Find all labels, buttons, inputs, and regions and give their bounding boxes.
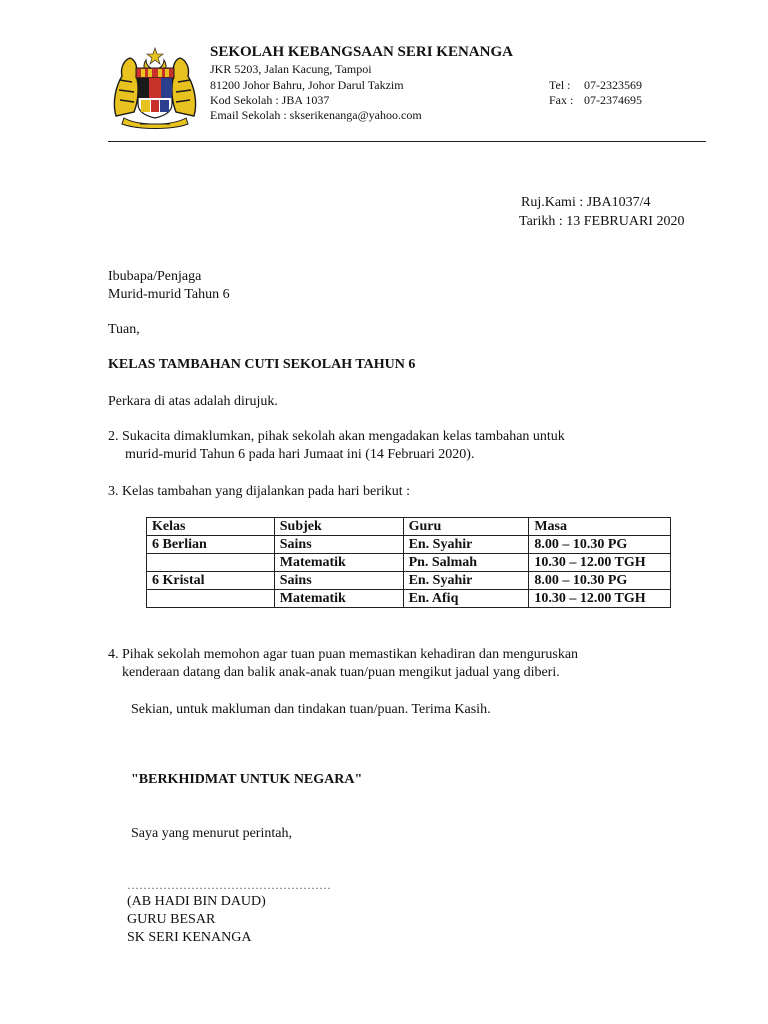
paragraph-4-line-1: 4. Pihak sekolah memohon agar tuan puan memastikan kehadiran dan menguruskan: [108, 647, 579, 662]
crest-right-tiger: [172, 58, 196, 116]
address-line-1: JKR 5203, Jalan Kacung, Tampoi: [210, 62, 372, 76]
schedule-table: [146, 517, 671, 608]
paragraph-4-line-2: kenderaan datang dan balik anak-anak tuan/puan mengikut jadual yang diberi.: [122, 665, 560, 680]
letterhead-divider: [108, 141, 706, 142]
school-email: Email Sekolah : skserikenanga@yahoo.com: [210, 108, 422, 122]
crest-star: [147, 48, 163, 64]
salutation: Tuan,: [108, 322, 140, 337]
table-cell: [147, 590, 275, 608]
table-row: [147, 554, 671, 572]
signoff-line: Saya yang menurut perintah,: [131, 826, 292, 841]
reference-number: Ruj.Kami : JBA1037/4: [521, 195, 651, 210]
table-row: [147, 572, 671, 590]
crest-ribbon: [122, 118, 188, 129]
signatory-title: GURU BESAR: [127, 912, 216, 927]
table-cell: 8.00 – 10.30 PG: [529, 572, 671, 590]
table-header-cell: Kelas: [147, 518, 275, 536]
table-header-cell: Guru: [403, 518, 529, 536]
table-cell: Sains: [274, 572, 403, 590]
table-cell: 6 Kristal: [147, 572, 275, 590]
paragraph-2-line-2: murid-murid Tahun 6 pada hari Jumaat ini (14 Februari 2020).: [125, 447, 475, 462]
fax-value: 07-2374695: [584, 93, 642, 107]
school-crest-logo: [110, 46, 200, 130]
signatory-name: (AB HADI BIN DAUD): [127, 894, 266, 909]
table-cell: Matematik: [274, 554, 403, 572]
table-cell: Matematik: [274, 590, 403, 608]
recipient-line-2: Murid-murid Tahun 6: [108, 287, 230, 302]
school-code: Kod Sekolah : JBA 1037: [210, 93, 330, 107]
signatory-school: SK SERI KENANGA: [127, 930, 252, 945]
table-cell: En. Afiq: [403, 590, 529, 608]
table-cell: 10.30 – 12.00 TGH: [529, 590, 671, 608]
table-header-row: [147, 518, 671, 536]
motto: "BERKHIDMAT UNTUK NEGARA": [131, 772, 363, 787]
tel-value: 07-2323569: [584, 78, 642, 92]
address-line-2: 81200 Johor Bahru, Johor Darul Takzim: [210, 78, 404, 92]
table-row: [147, 536, 671, 554]
table-cell: En. Syahir: [403, 572, 529, 590]
table-row: [147, 590, 671, 608]
paragraph-3: 3. Kelas tambahan yang dijalankan pada hari berikut :: [108, 484, 411, 499]
table-cell: En. Syahir: [403, 536, 529, 554]
table-cell: 8.00 – 10.30 PG: [529, 536, 671, 554]
paragraph-2-line-1: 2. Sukacita dimaklumkan, pihak sekolah akan mengadakan kelas tambahan untuk: [108, 429, 565, 444]
table-cell: [147, 554, 275, 572]
signature-dotted-line: ……………………………………………: [127, 878, 331, 892]
table-cell: 10.30 – 12.00 TGH: [529, 554, 671, 572]
paragraph-1: Perkara di atas adalah dirujuk.: [108, 394, 278, 409]
recipient-line-1: Ibubapa/Penjaga: [108, 269, 202, 284]
letter-subject: KELAS TAMBAHAN CUTI SEKOLAH TAHUN 6: [108, 357, 416, 372]
crest-left-tiger: [114, 58, 138, 116]
letter-date: Tarikh : 13 FEBRUARI 2020: [519, 214, 685, 229]
table-cell: Pn. Salmah: [403, 554, 529, 572]
tel-label: Tel :: [549, 78, 571, 92]
closing-remark: Sekian, untuk makluman dan tindakan tuan/puan. Terima Kasih.: [131, 702, 491, 717]
school-name: SEKOLAH KEBANGSAAN SERI KENANGA: [210, 44, 513, 60]
table-header-cell: Masa: [529, 518, 671, 536]
table-cell: 6 Berlian: [147, 536, 275, 554]
fax-label: Fax :: [549, 93, 574, 107]
table-header-cell: Subjek: [274, 518, 403, 536]
table-cell: Sains: [274, 536, 403, 554]
